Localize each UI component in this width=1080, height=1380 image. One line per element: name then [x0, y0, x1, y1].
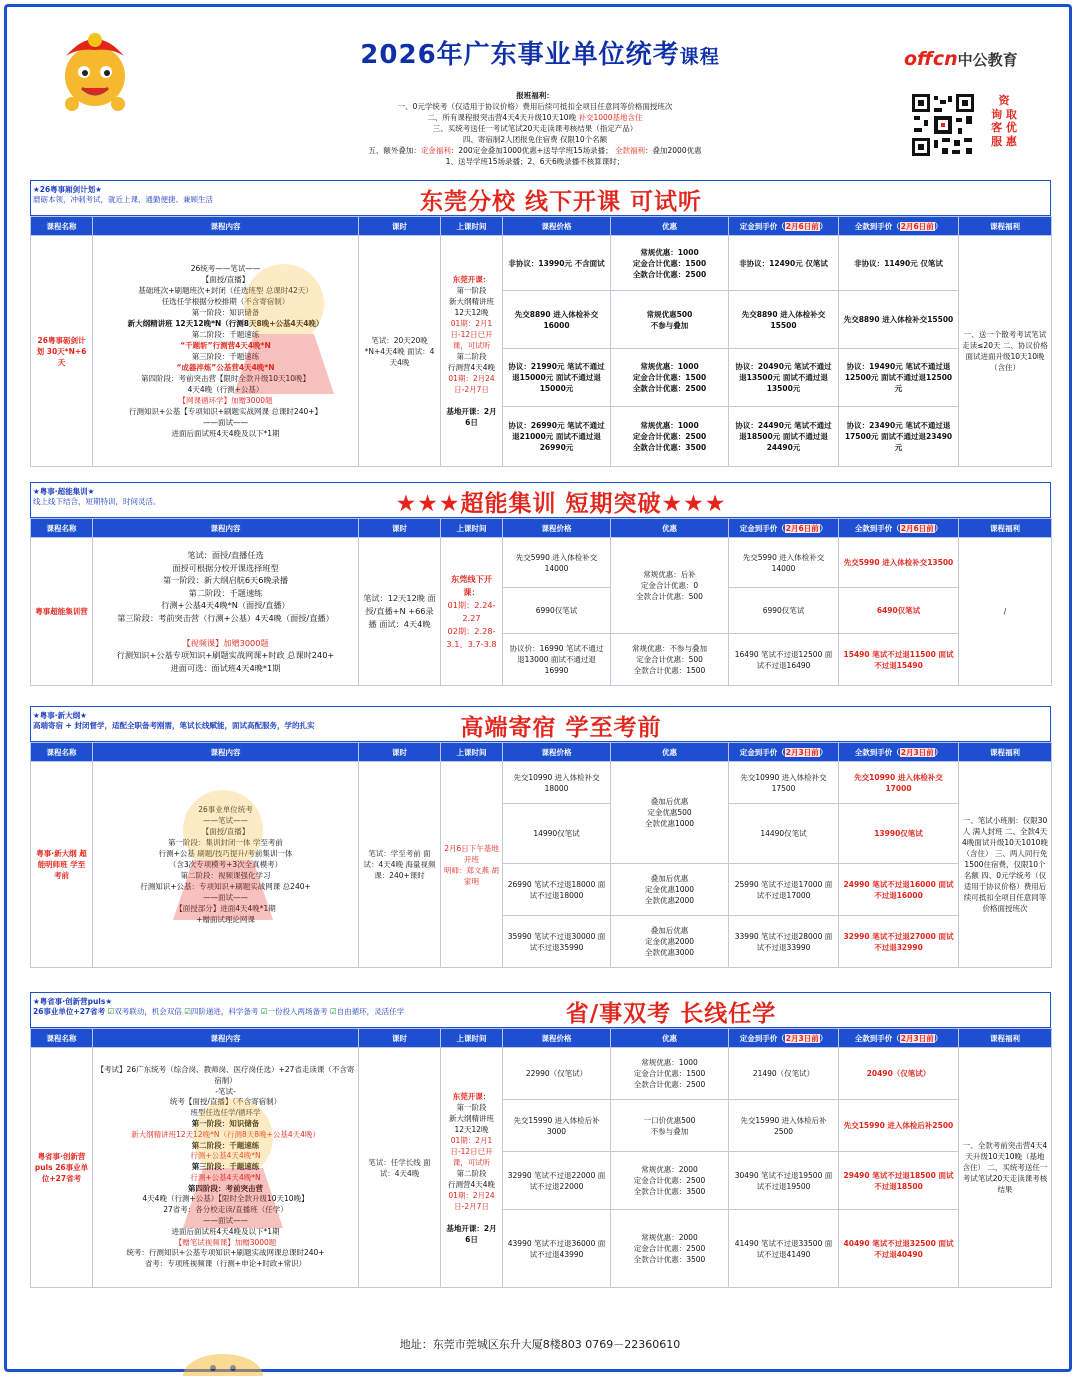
price-cell: 43990 笔试不过退36000 面试不过退43990	[503, 1210, 611, 1288]
course-schedule: 东莞开课： 第一阶段 新大纲精讲班 12天12晚 01期：2月1日-12日已开课，可试听 第二阶段 行测营4天4晚 01期：2月24日-2月7日 基地开课：2月6日	[441, 1048, 503, 1288]
deposit-price-cell: 33990 笔试不过退28000 面试不过退33990	[729, 916, 839, 968]
section-slogan: 省/事双考 长线任学	[565, 1001, 777, 1027]
section-slogan: ★★★超能集训 短期突破★★★	[395, 491, 727, 517]
section-xindagang	[30, 706, 1051, 968]
full-price-cell: 29490 笔试不过退18500 面试不过退18500	[839, 1152, 959, 1210]
full-price-cell: 40490 笔试不过退32500 面试不过退40490	[839, 1210, 959, 1288]
table-row	[31, 1048, 1052, 1100]
full-price-cell: 13990仅笔试	[839, 804, 959, 864]
price-cell: 协议：26990元 笔试不通过退21000元 面试不通过退26990元	[503, 407, 611, 467]
price-cell: 35990 笔试不过退30000 面试不过退35990	[503, 916, 611, 968]
discount-cell: 叠加后优惠 定金优惠500 全款优惠1000	[611, 762, 729, 864]
section-tag: ★粤事·新大纲★ 高端寄宿 + 封闭督学，适配全职备考刚需，笔试长线赋能，面试高配服务，学的扎实	[33, 711, 315, 730]
welfare-title: 报班福利：	[516, 91, 554, 100]
course-hours: 笔试：学至考前 面试：4天4晚 海量视频课：240+课时	[359, 762, 441, 968]
section-chaoneng	[30, 482, 1051, 686]
qr-code-icon	[910, 92, 976, 158]
course-schedule: 东莞开课： 第一阶段 新大纲精讲班 12天12晚 01期：2月1日-12日已开课，可试听 第二阶段 行测营4天4晚 01期：2月24日-2月7日 基地开课：2月6日	[441, 236, 503, 467]
mascot-bottom-icon	[168, 1346, 278, 1376]
price-cell: 协议：21990元 笔试不通过退15000元 面试不通过退15000元	[503, 349, 611, 407]
table-header-row: 课程名称 课程内容 课时 上课时间 课程价格 优惠 定金到手价（2月3日前） 全款到手价（2月3日前） 课程福利	[31, 743, 1052, 762]
welfare-line-6: 1、送导学班15场录播；2、6天6晚录播不核算课时；	[445, 157, 625, 166]
deposit-price-cell: 14490仅笔试	[729, 804, 839, 864]
section-slogan: 东莞分校 线下开课 可试听	[419, 189, 702, 215]
course-benefit: 一、送一个散考考试笔试走读≤20天 二、协议价格面试进面升级10天10晚（含住）	[959, 236, 1052, 467]
welfare-line-3: 三、买统考送任一考试笔试20天走读课考核结果（指定产品）	[432, 124, 638, 133]
course-content: 26事业单位统考 ——笔试—— 【面授/直播】 第一阶段：集训封闭一体 学至考前 行测+公基 刷题/技巧提升/考前集训一体 （含3次专项模考+3次全真模考） 第二阶段：视频课强化学习 行测知识+公基：专项知识+刷题实战网课 总240+ ——面试—— 【面授部分】进面4天4晚*1期 +赠面试理论网课	[93, 762, 359, 968]
course-benefit: 一、全款考前突击营4天4天升级10天10晚（基地含住） 二、买统考送任一考试笔试20天走读课考核结果	[959, 1048, 1052, 1288]
course-name: 粤省事·创新营puls 26事业单位+27省考	[31, 1048, 93, 1288]
course-name: 26粤事砺剑计划 30天*N+6天	[31, 236, 93, 467]
deposit-price-cell: 先交15990 进入体检后补2500	[729, 1100, 839, 1152]
price-cell: 先交5990 进入体检补交14000	[503, 538, 611, 588]
course-table	[30, 1028, 1052, 1288]
deposit-price-cell: 6990仅笔试	[729, 588, 839, 634]
course-schedule: 2月6日下午基地开班 明师：郑文燕 胡家明	[441, 762, 503, 968]
table-row	[31, 538, 1052, 588]
welfare-line-4: 四、寄宿制2人团报免住宿费 仅限10个名额	[462, 135, 608, 144]
section-slogan: 高端寄宿 学至考前	[460, 715, 662, 741]
full-price-cell: 6490仅笔试	[839, 588, 959, 634]
course-name: 粤事·新大纲 超能明师班 学至考前	[31, 762, 93, 968]
full-price-cell: 20490（仅笔试）	[839, 1048, 959, 1100]
table-row	[31, 762, 1052, 804]
course-content: 26统考——笔试—— 【面授/直播】 基础班次+刷题班次+封闭（任选班型 总课时42天） 任选任学根据分校排期（不含寄宿制） 第一阶段：知识储备 新大纲精讲班 12天12晚*N（行测8天8晚+公基4天4晚） 第二阶段：千题速练 “千题斩”行测营4天4晚*N 第三阶段：千题速练 “成器淬炼”公基营4天4晚*N 第四阶段：考前突击营【限时全款升级10天10晚】 4天4晚（行测+公基） 【网课循环学】加赠3000题 行测知识+公基【专项知识+刷题实战网课 总课时240+】 ——面试—— 进面后面试班4天4晚及以下*1期	[93, 236, 359, 467]
section-chuangxin	[30, 992, 1051, 1288]
full-price-cell: 协议：23490元 笔试不通过退17500元 面试不通过退23490元	[839, 407, 959, 467]
full-price-cell: 24990 笔试不过退16000 面试不过退16000	[839, 864, 959, 916]
deposit-price-cell: 21490（仅笔试）	[729, 1048, 839, 1100]
section-tag: ★粤省事·创新营puls★ 26事业单位+27省考 ☑双考联动，机会双倍 ☑四阶递进，科学备考 ☑一份投入两场备考 ☑自由循环，灵活任学	[33, 997, 405, 1016]
course-name: 粤事超能集训营	[31, 538, 93, 686]
discount-cell: 叠加后优惠 定金优惠2000 全款优惠3000	[611, 916, 729, 968]
discount-cell: 常规优惠：不参与叠加 定金合计优惠：500 全款合计优惠：1500	[611, 634, 729, 686]
course-hours: 笔试：12天12晚 面授/直播+N +66录播 面试：4天4晚	[359, 538, 441, 686]
section-tag: ★26粤事厢剑计划★ 磨砺本领，冲刺考试，就近上课、通勤便捷、兼顾生活	[33, 185, 213, 204]
deposit-price-cell: 非协议：12490元 仅笔试	[729, 236, 839, 291]
price-cell: 协议价：16990 笔试不通过退13000 面试不通过退16990	[503, 634, 611, 686]
logo-offcn: offcn	[904, 48, 958, 70]
full-price-cell: 协议：19490元 笔试不通过退12500元 面试不通过退12500元	[839, 349, 959, 407]
section-ribbon	[30, 706, 1051, 742]
welfare-line-1: 一、0元学统考（仅适用于协议价格）费用后续可抵扣全项目任意同等价格面授班次	[397, 102, 673, 111]
full-price-cell: 先交8890 进入体检补交15500	[839, 291, 959, 349]
price-cell: 22990（仅笔试）	[503, 1048, 611, 1100]
section-tag: ★粤事·超能集训★ 线上线下结合，短期特训，时间灵活。	[33, 487, 161, 506]
discount-cell: 常规优惠：1000 定金合计优惠：1500 全款合计优惠：2500	[611, 349, 729, 407]
price-cell: 非协议：13990元 不含面试	[503, 236, 611, 291]
discount-cell: 常规优惠：2000 定金合计优惠：2500 全款合计优惠：3500	[611, 1152, 729, 1210]
table-header-row: 课程名称 课程内容 课时 上课时间 课程价格 优惠 定金到手价（2月6日前） 全款到手价（2月6日前） 课程福利	[31, 519, 1052, 538]
price-cell: 先交10990 进入体检补交18000	[503, 762, 611, 804]
section-lijian	[30, 180, 1051, 467]
course-hours: 笔试：20天20晚*N+4天4晚 面试：4天4晚	[359, 236, 441, 467]
deposit-price-cell: 41490 笔试不过退33500 面试不过退41490	[729, 1210, 839, 1288]
title-year: 2026年	[360, 40, 464, 70]
full-price-cell: 先交15990 进入体检后补2500	[839, 1100, 959, 1152]
discount-cell: 叠加后优惠 定金优惠1000 全款优惠2000	[611, 864, 729, 916]
welfare-line-2: 二、所有课程报突击营4天4天升级10天10晚 补交1000基地含住	[427, 113, 643, 122]
address-footer: 地址：东莞市莞城区东升大厦8楼803 0769－22360610	[399, 1338, 681, 1351]
discount-cell: 常规优惠500 不参与叠加	[611, 291, 729, 349]
section-ribbon	[30, 482, 1051, 518]
deposit-price-cell: 先交8890 进入体检补交15500	[729, 291, 839, 349]
price-cell: 14990仅笔试	[503, 804, 611, 864]
deposit-price-cell: 30490 笔试不过退19500 面试不过退19500	[729, 1152, 839, 1210]
price-cell: 先交8890 进入体检补交16000	[503, 291, 611, 349]
deposit-price-cell: 先交5990 进入体检补交14000	[729, 538, 839, 588]
full-price-cell: 32990 笔试不过退27000 面试不过退32990	[839, 916, 959, 968]
course-content: 笔试：面授/直播任选 面授可根据分校开课选择班型 第一阶段：新大纲启航6天6晚录播 第二阶段：千题速练 行测+公基4天4晚*N（面授/直播） 第三阶段：考前突击营（行测+公基）4天4晚（面授/直播） 【视频课】加赠3000题 行测知识+公基专项知识+刷题实战网课+时政 总课时240+ 进面可选：面试班4天4晚*1期	[93, 538, 359, 686]
offcn-logo	[904, 48, 1018, 70]
course-table	[30, 518, 1052, 686]
course-benefit: /	[959, 538, 1052, 686]
welfare-line-5: 五、额外叠加：定金福利：200定金叠加1000优惠+送导学班15场录播； 全款福利：叠加2000优惠	[368, 146, 702, 155]
section-ribbon	[30, 992, 1051, 1028]
course-table	[30, 216, 1052, 467]
full-price-cell: 非协议：11490元 仅笔试	[839, 236, 959, 291]
deposit-price-cell: 先交10990 进入体检补交17500	[729, 762, 839, 804]
table-header-row: 课程名称 课程内容 课时 上课时间 课程价格 优惠 定金到手价（2月3日前） 全款到手价（2月3日前） 课程福利	[31, 1029, 1052, 1048]
deposit-price-cell: 16490 笔试不过退12500 面试不过退16490	[729, 634, 839, 686]
course-content: 【考试】26广东统考（综合岗、教师岗、医疗岗任选）+27省走读课（不含寄宿制） -笔试- 统考【面授/直播】（不含寄宿制） 班型任选任学/循环学 第一阶段：知识储备 新大纲精讲班12天12晚*N（行测8天8晚+公基4天4晚） 第二阶段：千题速练 行测+公基4天4晚*N 第三阶段：千题速练 行测+公基4天4晚*N 第四阶段：考前突击营 4天4晚（行测+公基）【限时全款升级10天10晚】 27省考：各分校走读/直播班（任学） ——面试—— 进面后面试班4天4晚及以下*1期 【赠笔试视频课】加赠3000题 统考：行测知识+公基专项知识+刷题实战网课总课时240+ 省考：专项班视频课（行测+申论+时政+常识）	[93, 1048, 359, 1288]
page-header	[10, 10, 1070, 175]
table-header-row: 课程名称 课程内容 课时 上课时间 课程价格 优惠 定金到手价（2月6日前） 全款到手价（2月6日前） 课程福利	[31, 217, 1052, 236]
price-cell: 26990 笔试不过退18000 面试不过退18000	[503, 864, 611, 916]
deposit-price-cell: 25990 笔试不过退17000 面试不过退17000	[729, 864, 839, 916]
title-suffix: 课程	[679, 46, 720, 68]
logo-zh: 中公教育	[957, 51, 1018, 69]
discount-cell: 常规优惠：1000 定金合计优惠：1500 全款合计优惠：2500	[611, 236, 729, 291]
course-benefit: 一、笔试小班制：仅限30人 满人封班 二、全款4天4晚面试升级10天1010晚（含住） 三、两人同行免1500住宿费，仅限10个名额 四、0元学统考（仅适用于协议价格）费用后续可抵扣全项目任意同等价格面授班次	[959, 762, 1052, 968]
course-table	[30, 742, 1052, 968]
discount-cell: 常规优惠：1000 定金合计优惠：1500 全款合计优惠：2500	[611, 1048, 729, 1100]
full-price-cell: 15490 笔试不过退11500 面试不过退15490	[839, 634, 959, 686]
discount-cell: 常规优惠：1000 定金合计优惠：2500 全款合计优惠：3500	[611, 407, 729, 467]
table-row	[31, 236, 1052, 291]
full-price-cell: 先交10990 进入体检补交17000	[839, 762, 959, 804]
full-price-cell: 先交5990 进入体检补交13500	[839, 538, 959, 588]
discount-cell: 常规优惠：后补 定金合计优惠：0 全款合计优惠：500	[611, 538, 729, 634]
title-main: 广东事业单位统考	[463, 40, 680, 70]
qr-caption: 资 询 取 客 优 服 惠	[991, 94, 1017, 148]
course-schedule: 东莞线下开课： 01期：2.24-2.27 02期：2.28-3.1、3.7-3.8	[441, 538, 503, 686]
section-ribbon	[30, 180, 1051, 216]
deposit-price-cell: 协议：20490元 笔试不通过退13500元 面试不通过退13500元	[729, 349, 839, 407]
price-cell: 先交15990 进入体检后补3000	[503, 1100, 611, 1152]
enroll-welfare	[340, 90, 730, 167]
discount-cell: 常规优惠：2000 定金合计优惠：2500 全款合计优惠：3500	[611, 1210, 729, 1288]
price-cell: 6990仅笔试	[503, 588, 611, 634]
course-hours: 笔试：任学长线 面试：4天4晚	[359, 1048, 441, 1288]
discount-cell: 一口价优惠500 不参与叠加	[611, 1100, 729, 1152]
price-cell: 32990 笔试不过退22000 面试不过退22000	[503, 1152, 611, 1210]
deposit-price-cell: 协议：24490元 笔试不通过退18500元 面试不通过退24490元	[729, 407, 839, 467]
